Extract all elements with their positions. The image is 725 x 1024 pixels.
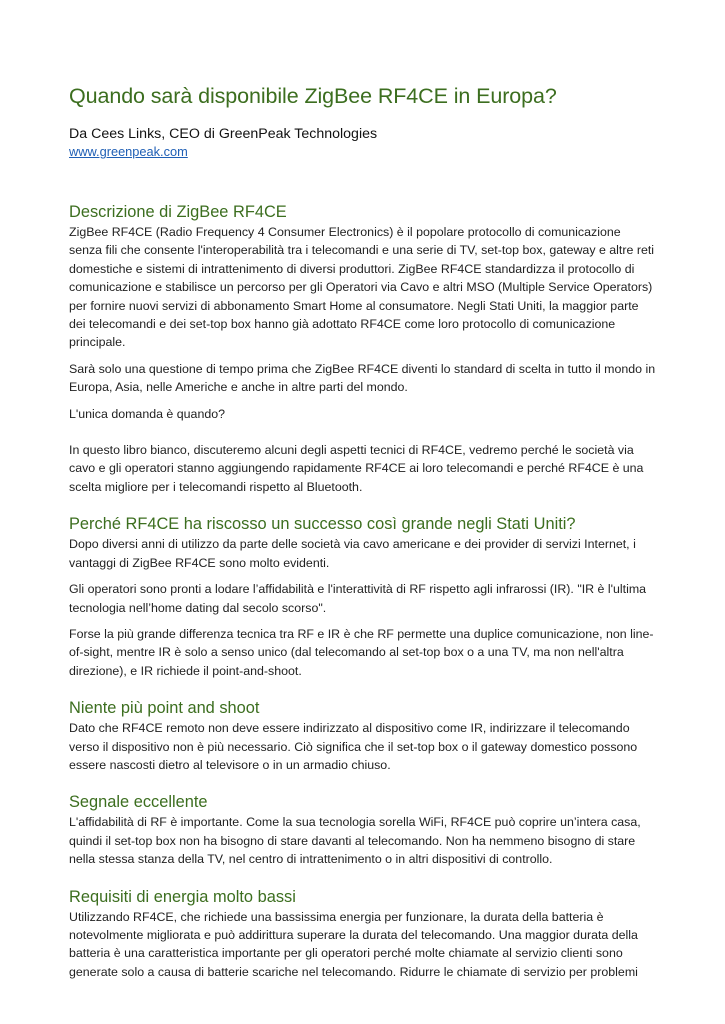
paragraph: Gli operatori sono pronti a lodare l’affidabilità e l'interattività di RF rispetto agli infrarossi (IR). "IR è l'ultima tecnologia nell’home dating dal secolo scorso". xyxy=(69,582,647,615)
section-excellent-signal xyxy=(69,792,657,868)
paragraph: Dopo diversi anni di utilizzo da parte delle società via cavo americane e dei provider di servizi Internet, i vantaggi di ZigBee RF4CE sono molto evidenti. xyxy=(69,537,636,570)
paragraph: Dato che RF4CE remoto non deve essere indirizzato al dispositivo come IR, indirizzare il telecomando verso il dispositivo non è più necessario. Ciò significa che il set-top box o il gateway domestico possono essere nascosti dietro al televisore o in un armadio chiuso. xyxy=(69,721,638,772)
section-low-energy xyxy=(69,887,657,982)
document-page xyxy=(69,84,657,981)
paragraph: Utilizzando RF4CE, che richiede una bassissima energia per funzionare, la durata della batteria è notevolmente migliorata e può addirittura superare la durata del telecomando. Una maggior durata della batteria è una caratteristica importante per gli operatori perché molte chiamate al servizio clienti sono generate solo a causa di batterie scariche nel telecomando. Ridurre le chiamate di servizio per problemi xyxy=(69,909,638,979)
section-heading: Segnale eccellente xyxy=(69,793,208,812)
paragraph: L'unica domanda è quando? xyxy=(69,406,226,421)
author-line: Da Cees Links, CEO di GreenPeak Technologies xyxy=(69,126,378,142)
section-no-point-and-shoot xyxy=(69,698,657,774)
document-title: Quando sarà disponibile ZigBee RF4CE in Europa? xyxy=(69,84,557,108)
section-description xyxy=(69,202,657,496)
paragraph: ZigBee RF4CE (Radio Frequency 4 Consumer Electronics) è il popolare protocollo di comunicazione senza fili che consente l'interoperabilità tra i telecomandi e una serie di TV, set-top box, gateway e altre reti domestiche e sistemi di intrattenimento di diversi produttori. ZigBee RF4CE standardizza il protocollo di comunicazione e stabilisce un percorso per gli Operatori via Cavo e altri MSO (Multiple Service Operators) per fornire nuovi servizi di abbonamento Smart Home al consumatore. Negli Stati Uniti, la maggior parte dei telecomandi e dei set-top box hanno già adottato RF4CE come loro protocollo di comunicazione principale. xyxy=(69,225,655,350)
section-heading: Perché RF4CE ha riscosso un successo così grande negli Stati Uniti? xyxy=(69,515,576,534)
section-heading: Descrizione di ZigBee RF4CE xyxy=(69,203,287,221)
paragraph: In questo libro bianco, discuteremo alcuni degli aspetti tecnici di RF4CE, vedremo perché le società via cavo e gli operatori stanno aggiungendo rapidamente RF4CE ai loro telecomandi e perché RF4CE è una scelta migliore per i telecomandi rispetto al Bluetooth. xyxy=(69,443,644,494)
section-success xyxy=(69,514,657,680)
paragraph: Sarà solo una questione di tempo prima che ZigBee RF4CE diventi lo standard di scelta in tutto il mondo in Europa, Asia, nelle Americhe e anche in altre parti del mondo. xyxy=(69,361,656,395)
paragraph: Forse la più grande differenza tecnica tra RF e IR è che RF permette una duplice comunicazione, non line-of-sight, mentre IR è solo a senso unico (dal telecomando al set-top box o a una TV, ma non nell'altra direzione), e IR richiede il point-and-shoot. xyxy=(69,626,654,678)
paragraph: L'affidabilità di RF è importante. Come la sua tecnologia sorella WiFi, RF4CE può coprire un’intera casa, quindi il set-top box non ha bisogno di stare davanti al telecomando. Non ha nemmeno bisogno di stare nella stessa stanza della TV, nel centro di intrattenimento o in altri dispositivi di controllo. xyxy=(69,815,641,867)
section-heading: Niente più point and shoot xyxy=(69,699,260,718)
section-heading: Requisiti di energia molto bassi xyxy=(69,887,296,906)
website-link[interactable]: www.greenpeak.com xyxy=(69,144,188,159)
